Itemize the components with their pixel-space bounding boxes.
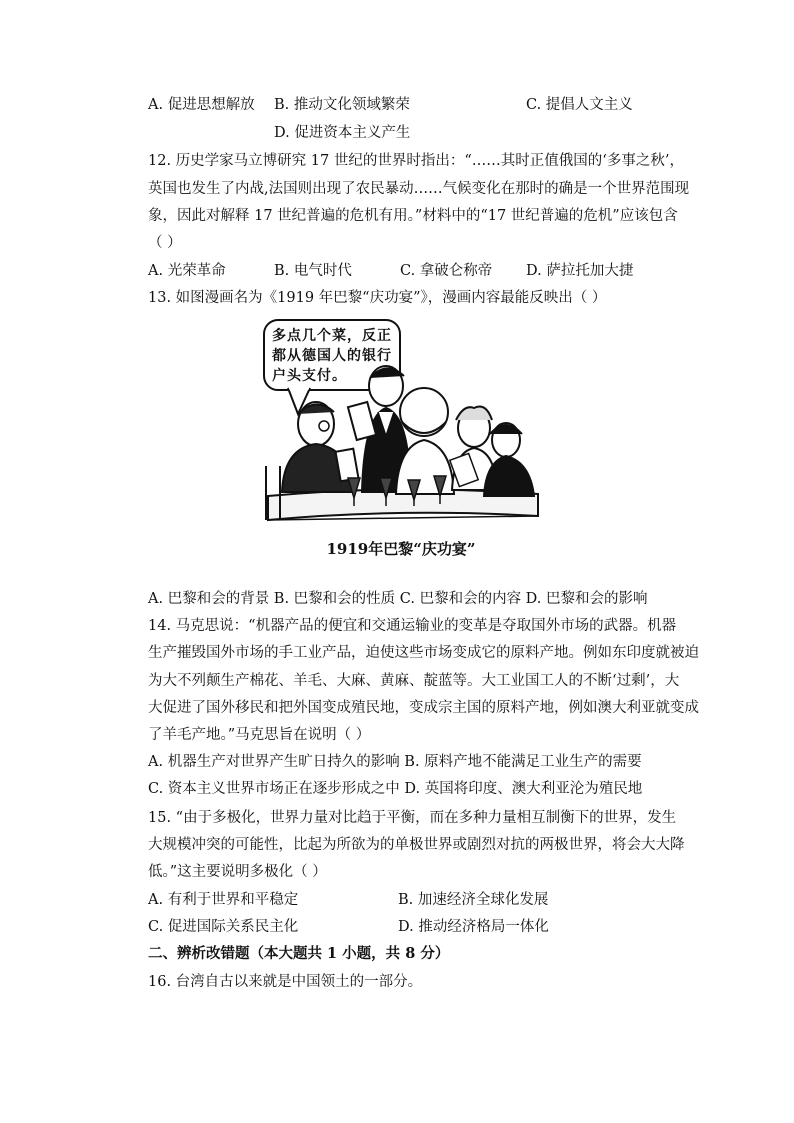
q12-option-c: C. 拿破仑称帝 bbox=[400, 263, 493, 279]
q12-line-3: 象，因此对解释 17 世纪普遍的危机有用。”材料中的“17 世纪普遍的危机”应该包含 bbox=[148, 208, 678, 224]
section-2-title: 二、辨析改错题（本大题共 1 小题，共 8 分） bbox=[148, 945, 450, 962]
q13-line-1: 13. 如图漫画名为《1919 年巴黎“庆功宴”》，漫画内容最能反映出（ ） bbox=[148, 290, 607, 306]
q14-line-4: 大促进了国外移民和把外国变成殖民地，变成宗主国的原料产地，例如澳大利亚就变成 bbox=[148, 700, 699, 716]
q11-option-c: C. 提倡人文主义 bbox=[526, 97, 633, 113]
q11-option-a: A. 促进思想解放 bbox=[148, 97, 255, 113]
cartoon-caption: 1919年巴黎“庆功宴” bbox=[326, 540, 476, 558]
q15-option-c: C. 促进国际关系民主化 bbox=[148, 919, 299, 935]
q12-option-d: D. 萨拉托加大捷 bbox=[526, 263, 634, 279]
q12-option-b: B. 电气时代 bbox=[274, 263, 352, 279]
q13-options: A. 巴黎和会的背景 B. 巴黎和会的性质 C. 巴黎和会的内容 D. 巴黎和会的影响 bbox=[148, 591, 648, 607]
q11-option-d: D. 促进资本主义产生 bbox=[274, 125, 411, 141]
q15-line-2: 大规模冲突的可能性，比起为所欲为的单极世界或剧烈对抗的两极世界，将会大大降 bbox=[148, 837, 685, 853]
q15-option-d: D. 推动经济格局一体化 bbox=[398, 919, 549, 935]
q16-line-1: 16. 台湾自古以来就是中国领土的一部分。 bbox=[148, 974, 423, 990]
q12-option-a: A. 光荣革命 bbox=[148, 263, 226, 279]
q14-options-ab: A. 机器生产对世界产生旷日持久的影响 B. 原料产地不能满足工业生产的需要 bbox=[148, 754, 642, 770]
q14-options-cd: C. 资本主义世界市场正在逐步形成之中 D. 英国将印度、澳大利亚沦为殖民地 bbox=[148, 781, 643, 797]
q14-line-3: 为大不列颠生产棉花、羊毛、大麻、黄麻、靛蓝等。大工业国工人的不断‘过剩’，大 bbox=[148, 673, 680, 689]
q15-option-b: B. 加速经济全球化发展 bbox=[398, 892, 549, 908]
q15-line-1: 15. “由于多极化，世界力量对比趋于平衡，而在多种力量相互制衡下的世界，发生 bbox=[148, 810, 677, 826]
q12-line-2: 英国也发生了内战,法国则出现了农民暴动……气候变化在那时的确是一个世界范围现 bbox=[148, 181, 690, 197]
q14-line-1: 14. 马克思说：“机器产品的便宜和交通运输业的变革是夺取国外市场的武器。机器 bbox=[148, 618, 677, 634]
q12-line-1: 12. 历史学家马立博研究 17 世纪的世界时指出：“……其时正值俄国的‘多事之秋’， bbox=[148, 153, 684, 169]
q14-line-2: 生产摧毁国外市场的手工业产品，迫使这些市场变成它的原料产地。例如东印度就被迫 bbox=[148, 645, 699, 661]
q12-line-4: （ ） bbox=[148, 235, 182, 251]
q15-line-3: 低。”这主要说明多极化（ ） bbox=[148, 864, 327, 880]
cartoon-speech-bubble-text: 多点几个菜，反正都从德国人的银行户头支付。 bbox=[272, 328, 392, 384]
q14-line-5: 了羊毛产地。”马克思旨在说明（ ） bbox=[148, 727, 371, 743]
q11-option-b: B. 推动文化领域繁荣 bbox=[274, 97, 410, 113]
q15-option-a: A. 有利于世界和平稳定 bbox=[148, 892, 299, 908]
